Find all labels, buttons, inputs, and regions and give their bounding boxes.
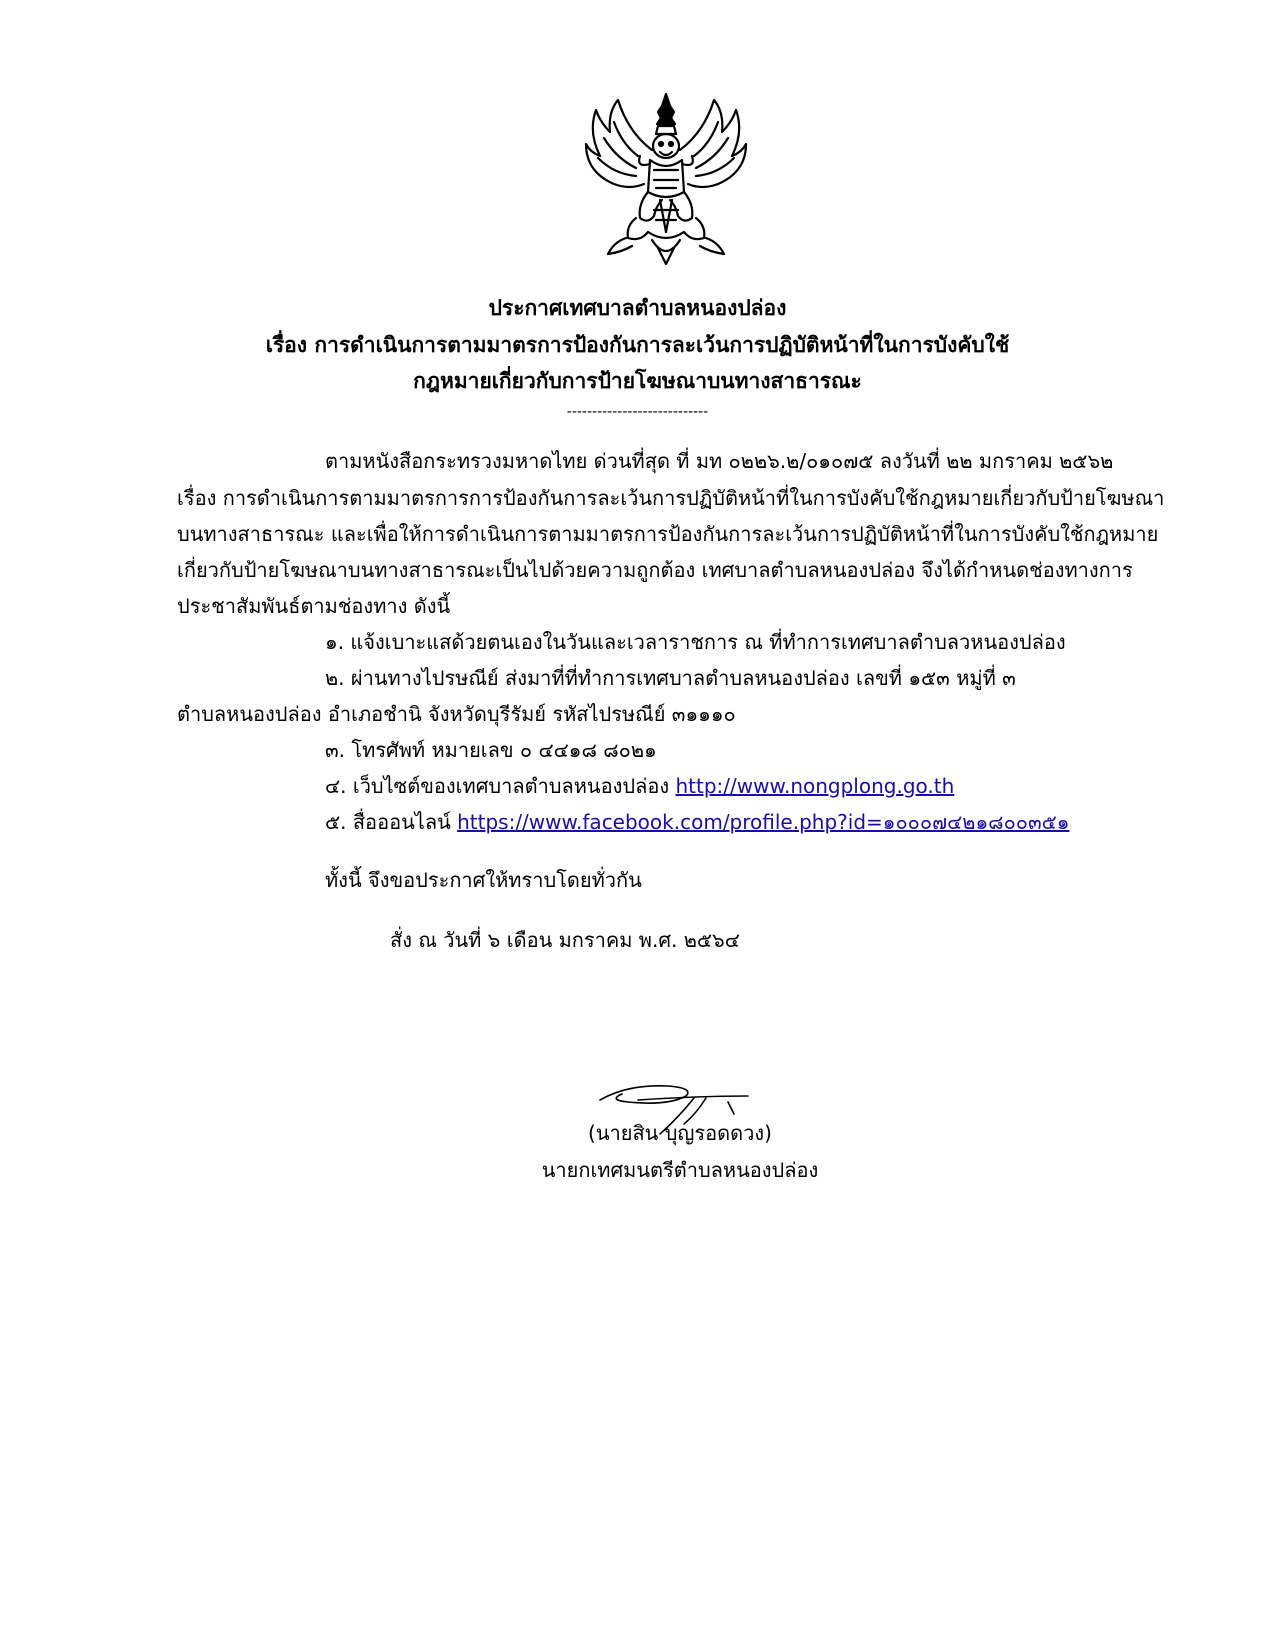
paragraph-line-4: เกี่ยวกับป้ายโฆษณาบนทางสาธารณะเป็นไปด้วยความถูกต้อง เทศบาลตำบลหนองปล่อง จึงได้กำหนดช่องทางการ: [177, 558, 1133, 582]
facebook-link[interactable]: https://www.facebook.com/profile.php?id=๑๐๐๐๗๔๒๑๘๐๐๓๕๑: [457, 810, 1070, 834]
subject-line-1: เรื่อง การดำเนินการตามมาตรการป้องกันการละเว้นการปฏิบัติหน้าที่ในการบังคับใช้: [265, 333, 1010, 357]
announcement-title: ประกาศเทศบาลตำบลหนองปล่อง: [488, 296, 787, 320]
channel-item-3: ๓. โทรศัพท์ หมายเลข ๐ ๔๔๑๘ ๘๐๒๑: [325, 738, 657, 762]
paragraph-line-3: บนทางสาธารณะ และเพื่อให้การดำเนินการตามมาตรการป้องกันการละเว้นการปฏิบัติหน้าที่ในการบังคับใช้กฎหมาย: [177, 522, 1159, 546]
signatory-name: (นายสิน บุญรอดดวง): [588, 1121, 772, 1145]
closing-statement: ทั้งนี้ จึงขอประกาศให้ทราบโดยทั่วกัน: [325, 868, 642, 892]
channel-item-5: [325, 807, 1070, 837]
separator-rule: ----------------------------: [566, 404, 709, 420]
paragraph-line-5: ประชาสัมพันธ์ตามช่องทาง ดังนี้: [177, 594, 451, 618]
channel-item-1: ๑. แจ้งเบาะแสด้วยตนเองในวันและเวลาราชการ ณ ที่ทำการเทศบาลตำบลวหนองปล่อง: [325, 630, 1066, 654]
website-link[interactable]: http://www.nongplong.go.th: [675, 774, 955, 798]
channel-item-4: [325, 771, 954, 801]
channel-item-2-line-1: ๒. ผ่านทางไปรษณีย์ ส่งมาที่ที่ทำการเทศบาลตำบลหนองปล่อง เลขที่ ๑๕๓ หมู่ที่ ๓: [325, 666, 1016, 690]
subject-line-2: กฎหมายเกี่ยวกับการป้ายโฆษณาบนทางสาธารณะ: [413, 369, 862, 393]
date-line: สั่ง ณ วันที่ ๖ เดือน มกราคม พ.ศ. ๒๕๖๔: [390, 928, 740, 952]
channel-item-5-label: ๕. สื่อออนไลน์: [325, 810, 458, 834]
garuda-emblem-icon: [578, 92, 754, 268]
paragraph-line-1: ตามหนังสือกระทรวงมหาดไทย ด่วนที่สุด ที่ มท ๐๒๒๖.๒/๐๑๐๗๕ ลงวันที่ ๒๒ มกราคม ๒๕๖๒: [325, 449, 1114, 473]
channel-item-4-label: ๔. เว็บไซต์ของเทศบาลตำบลหนองปล่อง: [325, 774, 676, 798]
signatory-position: นายกเทศมนตรีตำบลหนองปล่อง: [541, 1158, 819, 1182]
paragraph-line-2: เรื่อง การดำเนินการตามมาตรการการป้องกันการละเว้นการปฏิบัติหน้าที่ในการบังคับใช้กฎหมายเกี่ยวกับป้ายโฆษณา: [177, 486, 1165, 510]
channel-item-2-line-2: ตำบลหนองปล่อง อำเภอชำนิ จังหวัดบุรีรัมย์ รหัสไปรษณีย์ ๓๑๑๑๐: [177, 702, 736, 726]
